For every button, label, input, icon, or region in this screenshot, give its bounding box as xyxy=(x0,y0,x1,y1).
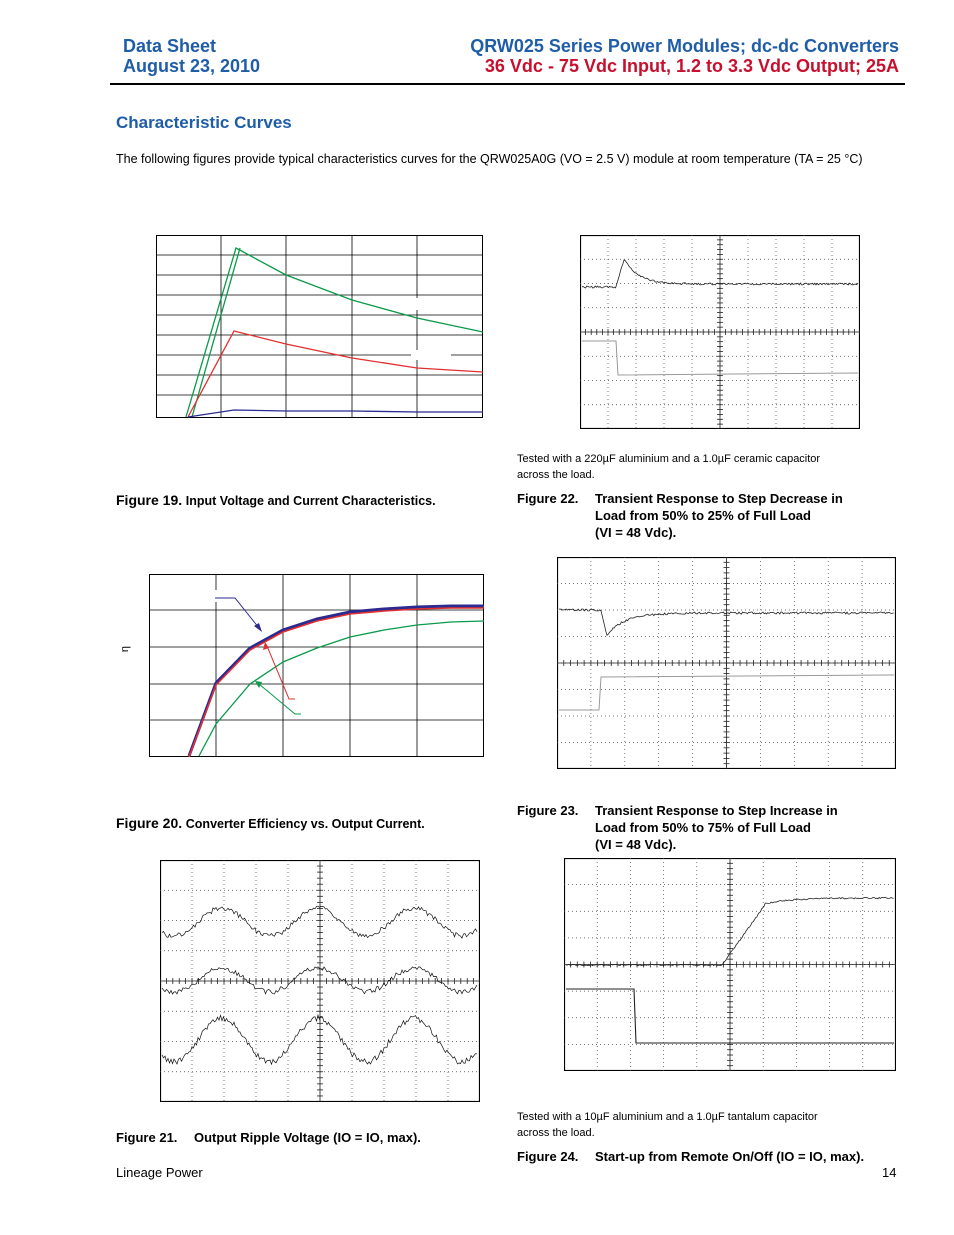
fig19-caption xyxy=(116,492,436,510)
fig22-caption-line2: Load from 50% to 25% of Full Load xyxy=(595,508,811,523)
fig23-caption xyxy=(517,802,838,853)
intro-paragraph: The following figures provide typical characteristics curves for the QRW025A0G (VO = 2.5 V) module at room temperature (TA = 25 °C) xyxy=(116,152,863,166)
fig22-caption-line3: (VI = 48 Vdc). xyxy=(595,525,677,540)
fig19-label: Figure 19. xyxy=(116,492,183,508)
fig24-scope-screen xyxy=(564,858,896,1071)
doc-type: Data Sheet xyxy=(123,36,217,56)
footer-company: Lineage Power xyxy=(116,1165,203,1180)
fig21-label: Figure 21. xyxy=(116,1130,178,1145)
fig24-test-note xyxy=(517,1109,818,1141)
fig22-caption-line1: Transient Response to Step Decrease in xyxy=(595,491,843,506)
fig22-caption xyxy=(517,490,843,541)
fig19-title: Input Voltage and Current Characteristics. xyxy=(185,494,436,508)
fig24-label: Figure 24. xyxy=(517,1149,579,1164)
fig24-note-line1: Tested with a 10µF aluminium and a 1.0µF tantalum capacitor xyxy=(517,1111,818,1123)
fig21-caption xyxy=(116,1129,421,1146)
footer-page-number: 14 xyxy=(882,1165,897,1180)
fig20-plot xyxy=(149,574,485,758)
fig21-title: Output Ripple Voltage (IO = IO, max). xyxy=(194,1130,421,1145)
fig20-caption xyxy=(116,815,425,833)
fig24-caption xyxy=(517,1148,864,1165)
fig24-note-line2: across the load. xyxy=(517,1127,595,1139)
datasheet-header-left xyxy=(123,36,260,76)
product-subtitle: 36 Vdc - 75 Vdc Input, 1.2 to 3.3 Vdc Output; 25A xyxy=(484,56,899,76)
fig19-plot xyxy=(156,235,484,419)
fig22-label: Figure 22. xyxy=(517,491,579,506)
fig20-title: Converter Efficiency vs. Output Current. xyxy=(185,817,425,831)
fig20-label: Figure 20. xyxy=(116,815,183,831)
fig21-scope-screen xyxy=(160,860,480,1102)
fig23-caption-line1: Transient Response to Step Increase in xyxy=(595,803,838,818)
fig22-note-line2: across the load. xyxy=(517,469,595,481)
fig24-title: Start-up from Remote On/Off (IO = IO, max). xyxy=(595,1149,865,1164)
section-title: Characteristic Curves xyxy=(116,113,292,132)
fig22-test-note xyxy=(517,451,820,483)
doc-date: August 23, 2010 xyxy=(123,56,261,76)
fig23-caption-line2: Load from 50% to 75% of Full Load xyxy=(595,820,811,835)
header-rule xyxy=(110,83,905,85)
fig22-scope-screen xyxy=(580,235,860,429)
fig20-y-symbol: η xyxy=(119,645,132,653)
datasheet-header-right xyxy=(470,36,899,76)
fig23-caption-line3: (VI = 48 Vdc). xyxy=(595,837,677,852)
fig22-note-line1: Tested with a 220µF aluminium and a 1.0µF ceramic capacitor xyxy=(517,453,821,465)
fig23-scope-screen xyxy=(557,557,896,769)
fig23-label: Figure 23. xyxy=(517,803,579,818)
product-title: QRW025 Series Power Modules; dc-dc Converters xyxy=(470,36,899,56)
